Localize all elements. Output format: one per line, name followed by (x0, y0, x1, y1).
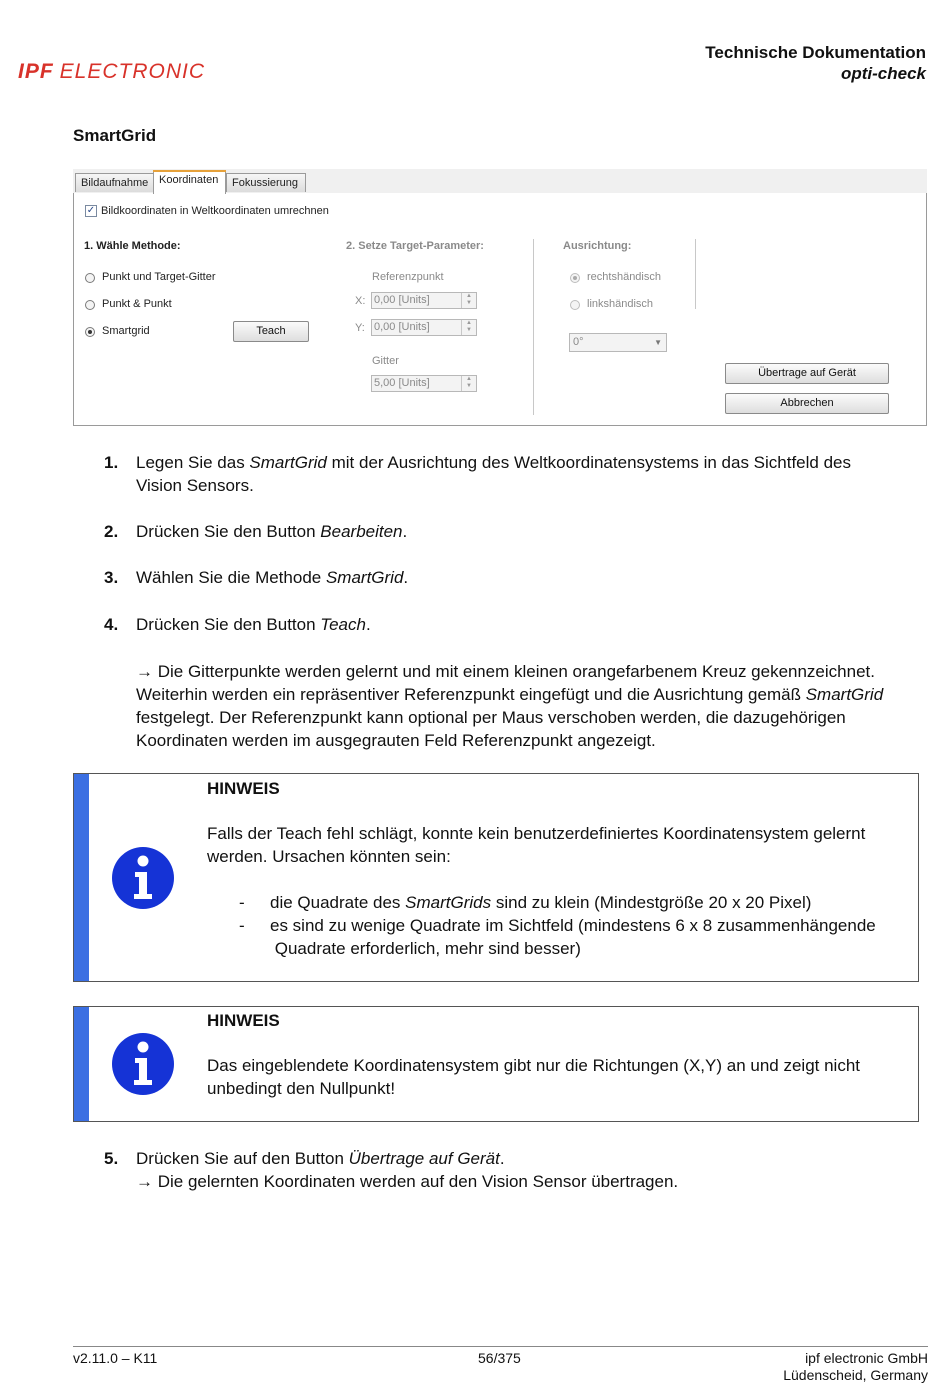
document-subtitle: opti-check (840, 64, 926, 83)
grid-input[interactable] (371, 375, 477, 392)
document-title: Technische Dokumentation (705, 43, 926, 62)
method-radio-punkt-target[interactable] (85, 273, 95, 283)
teach-button[interactable]: Teach (233, 321, 309, 342)
orientation-radio-left[interactable] (570, 300, 580, 310)
x-input[interactable] (371, 292, 477, 309)
text: Das eingeblendete Koordinatensystem gibt nur die Richtungen (X,Y) an und zeigt nicht (207, 1056, 861, 1075)
text: Wählen Sie die Methode (136, 568, 326, 587)
footer-version: v2.11.0 – K11 (73, 1350, 158, 1366)
spinner-icon[interactable]: ▲ ▼ (461, 376, 476, 391)
text: Drücken Sie auf den Button (136, 1149, 349, 1168)
text: Drücken Sie den Button (136, 522, 321, 541)
step-4-result (136, 660, 926, 752)
list-dash: - (239, 893, 245, 912)
angle-select[interactable] (569, 333, 667, 352)
note-accent-bar (74, 774, 89, 981)
text: Legen Sie das (136, 453, 250, 472)
y-input[interactable] (371, 319, 477, 336)
text: Vision Sensors. (136, 476, 254, 495)
emphasis: SmartGrids (405, 893, 492, 912)
tab-fokussierung[interactable]: Fokussierung (226, 173, 306, 192)
step-number: 5. (104, 1149, 119, 1168)
note-title: HINWEIS (207, 779, 280, 798)
section-title: SmartGrid (73, 126, 157, 145)
text: . (499, 1149, 505, 1168)
emphasis: SmartGrid (325, 568, 404, 587)
footer-page-number: 56/375 (478, 1350, 521, 1366)
note-text (207, 1054, 907, 1100)
spinner-icon[interactable]: ▲ ▼ (461, 293, 476, 308)
text: Koordinaten werden im ausgegrauten Feld Referenzpunkt angezeigt. (136, 731, 656, 750)
step-number: 2. (104, 522, 119, 541)
emphasis: SmartGrid (805, 685, 884, 704)
list-dash: - (239, 916, 245, 935)
method-radio-smartgrid[interactable] (85, 327, 95, 337)
logo-ipf: IPF (18, 60, 54, 83)
spinner-icon[interactable]: ▲ ▼ (461, 320, 476, 335)
tab-bildaufnahme[interactable]: Bildaufnahme (75, 173, 154, 192)
convert-coordinates-checkbox[interactable] (85, 205, 97, 217)
list-item (270, 891, 811, 914)
step-text (136, 1147, 916, 1193)
step-number: 3. (104, 568, 119, 587)
grid-label: Gitter (372, 355, 399, 367)
text: die Quadrate des (270, 893, 406, 912)
text: Falls der Teach fehl schlägt, konnte kein benutzerdefiniertes Koordinatensystem gelernt (207, 824, 866, 843)
emphasis: Teach (320, 615, 366, 634)
x-value: 0,00 [Units] (374, 294, 430, 306)
footer-rule (73, 1346, 928, 1347)
text: Quadrate erforderlich, mehr sind besser) (274, 939, 581, 958)
company-name: ipf electronic GmbH (805, 1350, 928, 1366)
list-item (270, 914, 876, 960)
emphasis: SmartGrid (249, 453, 327, 472)
cancel-button[interactable]: Abbrechen (725, 393, 889, 414)
target-parameter-heading: 2. Setze Target-Parameter: (346, 240, 484, 252)
text: festgelegt. Der Referenzpunkt kann optional per Maus verschoben werden, die dazugehörigen (136, 708, 846, 727)
tab-koordinaten[interactable]: Koordinaten (153, 170, 226, 194)
text: . (403, 568, 409, 587)
text: . (365, 615, 371, 634)
note-box-2 (73, 1006, 919, 1122)
settings-panel-screenshot (73, 169, 927, 427)
text: werden. Ursachen könnten sein: (207, 847, 451, 866)
company-logo (18, 60, 205, 84)
dropdown-arrow-icon: ▼ (654, 338, 662, 347)
y-label: Y: (355, 322, 365, 334)
tab-bar (73, 169, 927, 194)
reference-point-label: Referenzpunkt (372, 271, 444, 283)
info-icon (111, 1032, 175, 1096)
note-text (207, 822, 907, 868)
text: . (402, 522, 408, 541)
checkmark-icon: ✓ (86, 205, 96, 216)
orientation-heading: Ausrichtung: (563, 240, 632, 252)
method-radio-punkt-punkt[interactable] (85, 300, 95, 310)
step-number: 4. (104, 615, 119, 634)
method-heading: 1. Wähle Methode: (84, 240, 181, 252)
text: unbedingt den Nullpunkt! (207, 1079, 396, 1098)
method-label-smartgrid: Smartgrid (102, 325, 150, 337)
step-text (136, 566, 916, 589)
orientation-label-right: rechtshändisch (587, 271, 661, 283)
y-value: 0,00 [Units] (374, 321, 430, 333)
text: Drücken Sie den Button (136, 615, 321, 634)
text: Weiterhin werden ein repräsentiver Referenzpunkt eingefügt und die Ausrichtung gemäß (136, 685, 806, 704)
text: mit der Ausrichtung des Weltkoordinatensystems in das Sichtfeld des (326, 453, 852, 472)
method-label-punkt-punkt: Punkt & Punkt (102, 298, 172, 310)
transfer-to-device-button[interactable]: Übertrage auf Gerät (725, 363, 889, 384)
column-divider (695, 239, 696, 309)
emphasis: Bearbeiten (320, 522, 403, 541)
tab-content (73, 193, 927, 426)
note-accent-bar (74, 1007, 89, 1121)
orientation-radio-right[interactable] (570, 273, 580, 283)
method-label-punkt-target: Punkt und Target-Gitter (102, 271, 216, 283)
info-icon (111, 846, 175, 910)
orientation-label-left: linkshändisch (587, 298, 654, 310)
note-title: HINWEIS (207, 1011, 280, 1030)
x-label: X: (355, 295, 366, 307)
arrow-icon: → (136, 662, 153, 681)
note-box-1 (73, 773, 919, 982)
step-text (136, 520, 916, 543)
text: es sind zu wenige Quadrate im Sichtfeld (mindestens 6 x 8 zusammenhängende (270, 916, 876, 935)
step-text (136, 613, 916, 636)
text: Die gelernten Koordinaten werden auf den Vision Sensor übertragen. (153, 1172, 679, 1191)
logo-electronic: ELECTRONIC (59, 60, 206, 83)
arrow-icon: → (136, 1172, 153, 1191)
step-number: 1. (104, 453, 119, 472)
text: Die Gitterpunkte werden gelernt und mit einem kleinen orangefarbenem Kreuz gekennzeichnet. (153, 662, 875, 681)
column-divider (533, 239, 534, 415)
company-location: Lüdenscheid, Germany (783, 1367, 928, 1383)
angle-value: 0° (573, 336, 584, 348)
text: sind zu klein (Mindestgröße 20 x 20 Pixel) (491, 893, 812, 912)
footer-company (783, 1350, 928, 1384)
convert-coordinates-label: Bildkoordinaten in Weltkoordinaten umrechnen (101, 205, 329, 217)
emphasis: Übertrage auf Gerät (348, 1149, 500, 1168)
step-text (136, 451, 916, 497)
grid-value: 5,00 [Units] (374, 377, 430, 389)
